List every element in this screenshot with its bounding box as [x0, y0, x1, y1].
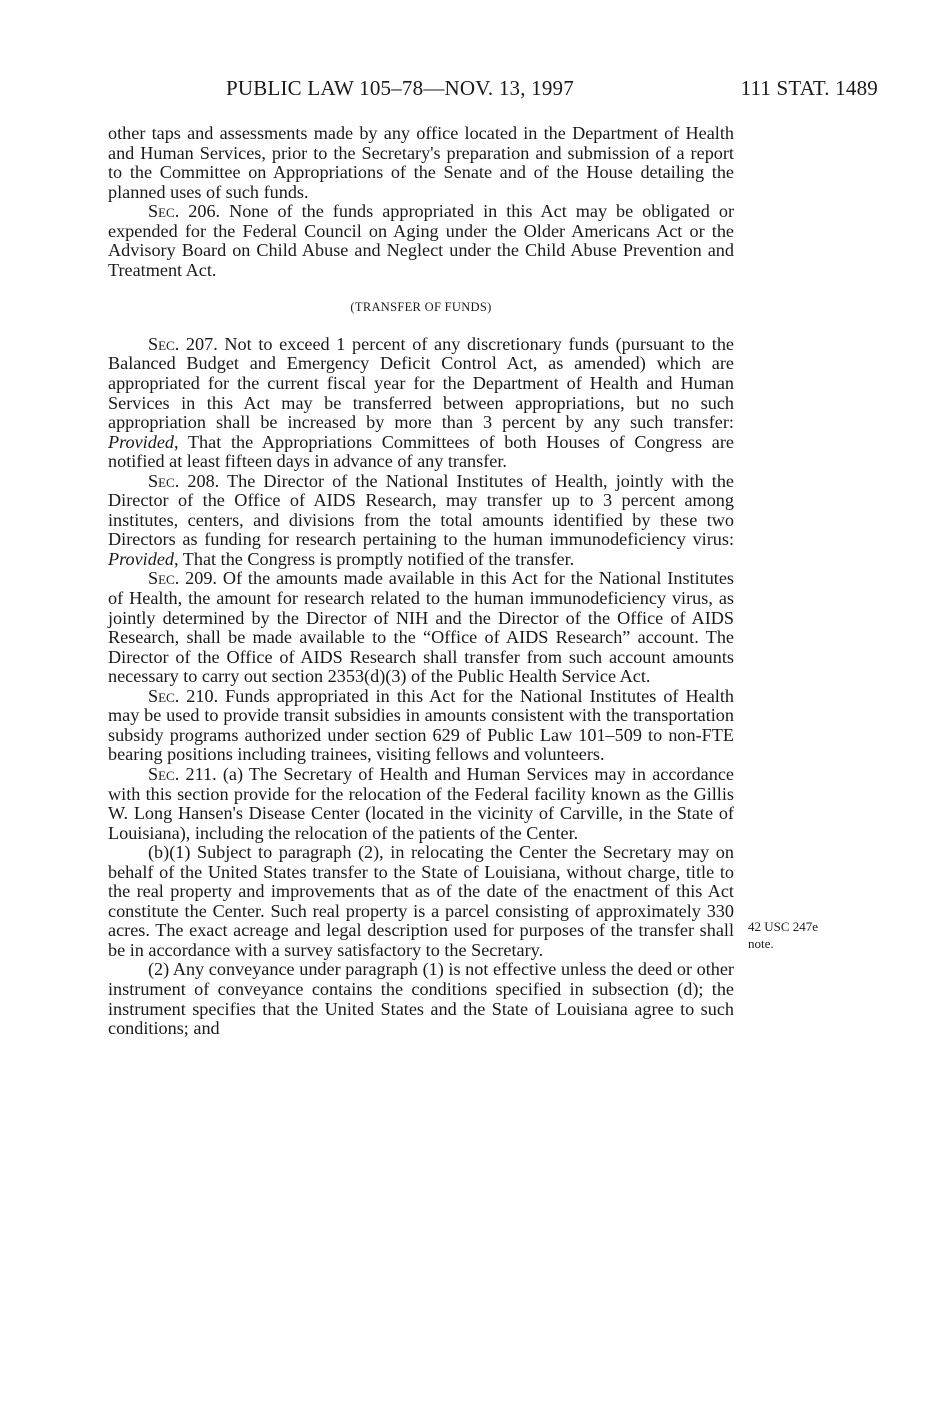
- paragraph-continuation: other taps and assessments made by any office located in the Department of Health and Human Services, prior to the Secretary's preparation and submission of a report to the Committee on Appropriations of the Senate and of the House detailing the planned uses of such funds.: [108, 123, 734, 202]
- section-text: None of the funds appropriated in this Act may be obligated or expended for the Federal Council on Aging under the Older Americans Act or the Advisory Board on Child Abuse and Neglect under the Child Abuse Prevention and Treatment Act.: [108, 201, 734, 280]
- section-207: [108, 335, 734, 472]
- section-text: The Director of the National Institutes of Health, jointly with the Director of the Office of AIDS Research, may transfer up to 3 percent among institutes, centers, and divisions from the total amounts identified by these two Directors as funding for research pertaining to the human immunodeficiency virus:: [108, 470, 734, 550]
- section-206: [108, 202, 734, 280]
- paragraph-b1: (b)(1) Subject to paragraph (2), in relocating the Center the Secretary may on behalf of the United States transfer to the State of Louisiana, without charge, title to the real property and improvements that as of the date of the enactment of this Act constitute the Center. Such real property is a parcel consisting of approximately 330 acres. The exact acreage and legal description used for purposes of the transfer shall be in accordance with a survey satisfactory to the Secretary.: [108, 842, 734, 960]
- section-text: (a) The Secretary of Health and Human Services may in accordance with this section provide for the relocation of the Federal facility known as the Gillis W. Long Hansen's Disease Center (located in the vicinity of Carville, in the State of Louisiana), including the relocation of the patients of the Center.: [108, 763, 734, 843]
- section-211: [108, 765, 734, 843]
- paragraph-2: (2) Any conveyance under paragraph (1) is not effective unless the deed or other instrument of conveyance contains the conditions specified in subsection (d); the instrument specifies that the United States and the State of Louisiana agree to such conditions; and: [108, 959, 734, 1039]
- section-text: Not to exceed 1 percent of any discretionary funds (pursuant to the Balanced Budget and Emergency Deficit Control Act, as amended) which are appropriated for the current fiscal year for the Department of Health and Human Services in this Act may be transferred between appropriations, but no such appropriation shall be increased by more than 3 percent by any such transfer:: [108, 333, 734, 433]
- section-label: Sec. 206.: [148, 201, 221, 222]
- proviso-word: Provided: [108, 548, 174, 569]
- header-stat-page: 111 STAT. 1489: [740, 76, 878, 100]
- margin-note-citation: [748, 918, 868, 952]
- page-header: [200, 76, 880, 104]
- header-title: PUBLIC LAW 105–78—NOV. 13, 1997: [226, 76, 574, 100]
- section-text: Of the amounts made available in this Act for the National Institutes of Health, the amount for research related to the human immunodeficiency virus, as jointly determined by the Director of NIH and the Director of the Office of AIDS Research, shall be made available to the “Office of AIDS Research” account. The Director of the Office of AIDS Research shall transfer from such account amounts necessary to carry out section 2353(d)(3) of the Public Health Service Act.: [108, 568, 734, 687]
- section-208: [108, 472, 734, 570]
- section-label: Sec. 208.: [148, 470, 220, 491]
- section-text-after: , That the Appropriations Committees of both Houses of Congress are notified at least fifteen days in advance of any transfer.: [108, 431, 734, 472]
- section-text-after: , That the Congress is promptly notified of the transfer.: [174, 548, 575, 569]
- margin-note-line: note.: [748, 936, 774, 951]
- section-label: Sec. 211.: [148, 763, 217, 784]
- transfer-of-funds-heading: (TRANSFER OF FUNDS): [350, 300, 492, 315]
- body-text: [108, 124, 734, 1039]
- section-label: Sec. 209.: [148, 568, 217, 589]
- section-210: [108, 687, 734, 765]
- section-text: Funds appropriated in this Act for the National Institutes of Health may be used to provide transit subsidies in amounts consistent with the transportation subsidy programs authorized under section 629 of Public Law 101–509 to non-FTE bearing positions including trainees, visiting fellows and volunteers.: [108, 685, 734, 765]
- proviso-word: Provided: [108, 431, 174, 452]
- margin-note-line: 42 USC 247e: [748, 919, 819, 934]
- section-label: Sec. 207.: [148, 333, 218, 354]
- section-209: [108, 569, 734, 686]
- section-label: Sec. 210.: [148, 685, 219, 706]
